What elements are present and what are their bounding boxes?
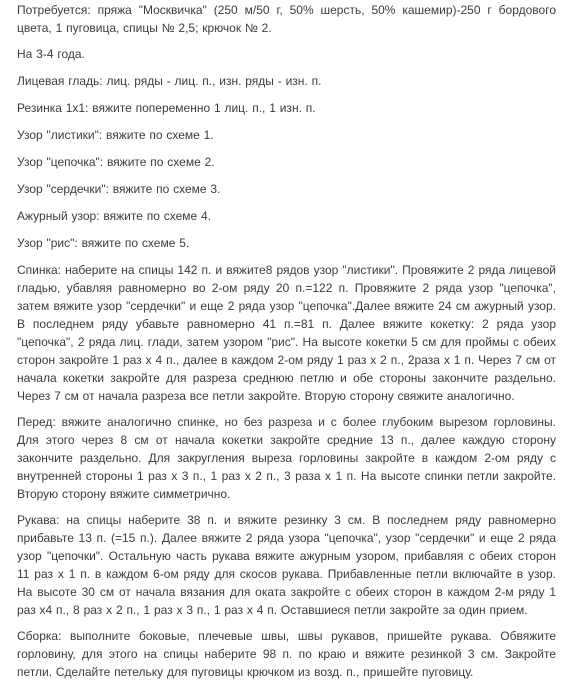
hearts-pattern-paragraph: Узор "сердечки": вяжите по схеме 3. [17,182,221,196]
chain-pattern-paragraph: Узор "цепочка": вяжите по схеме 2. [17,155,215,169]
materials-paragraph: Потребуется: пряжа "Москвичка" (250 м/50 г, 50% шерсть, 50% кашемир)-250 г бордового цвета, 1 пуговица, спицы № 2,5; крючок № 2. [17,3,556,35]
rice-pattern-paragraph: Узор "рис": вяжите по схеме 5. [17,236,190,250]
assembly-section-paragraph: Сборка: выполните боковые, плечевые швы, швы рукавов, пришейте рукава. Обвяжите горловину, для этого на спицы наберите 98 п. по краю и вяжите резинкой 3 см. Закройте петли. Сделайте петельку для пуговицы крючком из возд. п., пришейте пуговицу. [17,629,556,679]
back-section-paragraph: Спинка: наберите на спицы 142 п. и вяжите8 рядов узор "листики". Провяжите 2 ряда лицевой гладью, убавляя равномерно во 2-ом ряду 20 п.=122 п. Провяжите 2 ряда узор "цепочка", затем вяжите узор "сердечки" и еще 2 ряда узор "цепочка".Далее вяжите 24 см ажурный узор. В последнем ряду убавьте равномерно 41 п.=81 п. Далее вяжите кокетку: 2 ряда узор "цепочка", 2 ряда лиц. глади, затем узором "рис". На высоте кокетки 5 см для проймы с обеих сторон закройте 1 раз х 4 п., далее в каждом 2-ом ряду 1 раз х 2 п., 2раза х 1 п. Через 7 см от начала кокетки закройте для разреза среднюю петлю и обе стороны закончите раздельно. Через 7 см от начала разреза все петли закройте. Вторую сторону свяжите аналогично. [17,263,556,403]
stockinette-stitch-paragraph: Лицевая гладь: лиц. ряды - лиц. п., изн. ряды - изн. п. [17,74,322,88]
leaves-pattern-paragraph: Узор "листики": вяжите по схеме 1. [17,128,214,142]
front-section-paragraph: Перед: вяжите аналогично спинке, но без разреза и с более глубоким вырезом горловины. Для этого через 8 см от начала кокетки закройте средние 13 п., далее каждую сторону закончите раздельно. Для закругления выреза горловины закройте в каждом 2-ом ряду с внутренней стороны 1 раз х 3 п., 1 раз х 2 п., 3 раза х 1 п. На высоте спинки петли закройте. Вторую сторону вяжите симметрично. [17,415,556,501]
rib-stitch-paragraph: Резинка 1х1: вяжите попеременно 1 лиц. п., 1 изн. п. [17,101,316,115]
lace-pattern-paragraph: Ажурный узор: вяжите по схеме 4. [17,209,212,223]
sleeves-section-paragraph: Рукава: на спицы наберите 38 п. и вяжите резинку 3 см. В последнем ряду равномерно прибавьте 13 п. (=15 п.). Далее вяжите 2 ряда узора "цепочка", узор "сердечки" и еще 2 ряда узор "цепочки". Остальную часть рукава вяжите ажурным узором, прибавляя с обеих сторон 11 раз х 1 п. в каждом 6-ом ряду для скосов рукава. Прибавленные петли включайте в узор. На высоте 30 см от начала вязания для оката закройте с обеих сторон в каждом 2-м ряду 1 раз х4 п., 8 раз х 2 п., 1 раз х 3 п., 1 раз х 4 п. Оставшиеся петли закройте за один прием. [17,513,556,617]
age-paragraph: На 3-4 года. [17,47,85,61]
